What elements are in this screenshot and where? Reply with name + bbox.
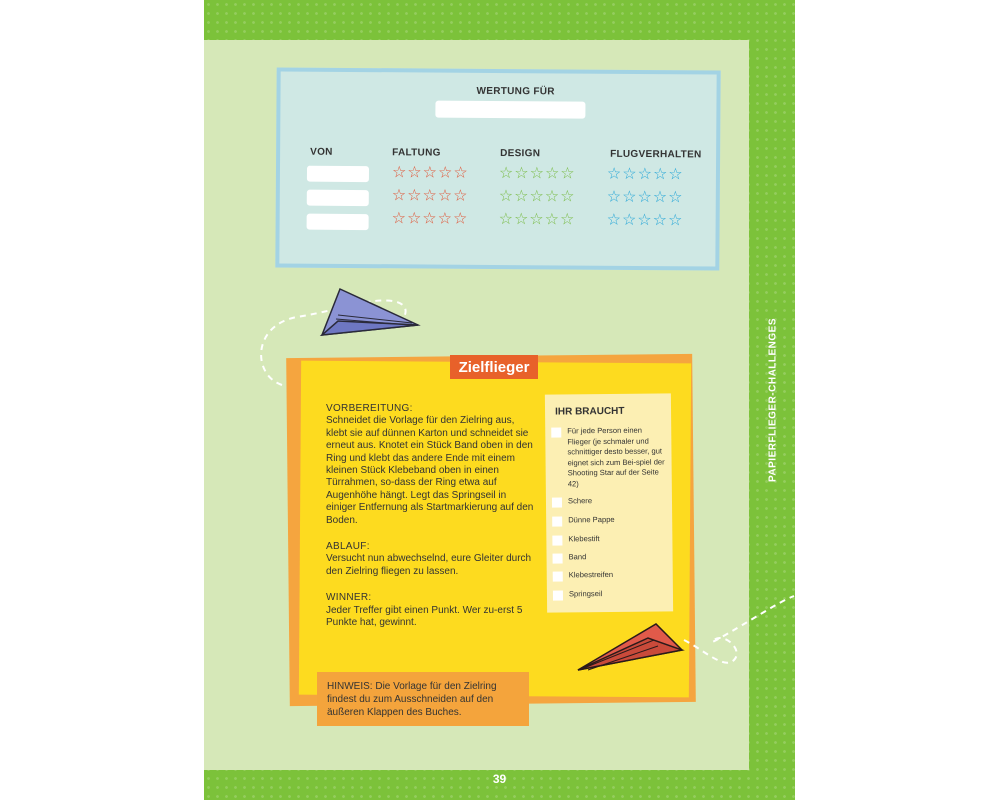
material-label: Klebestreifen: [568, 569, 614, 580]
star-rating-row[interactable]: ☆☆☆☆☆: [498, 188, 576, 206]
column-von: VON: [310, 146, 333, 158]
material-label: Schere: [567, 496, 593, 506]
material-item[interactable]: [552, 514, 668, 526]
instructions: [326, 403, 538, 644]
materials-title: IHR BRAUCHT: [554, 405, 625, 418]
material-label: Klebestift: [568, 534, 600, 544]
star-rating-row[interactable]: ☆☆☆☆☆: [391, 187, 469, 205]
star-rating-row[interactable]: ☆☆☆☆☆: [391, 164, 469, 182]
star-rating-row[interactable]: ☆☆☆☆☆: [391, 210, 469, 228]
rating-card: [275, 67, 720, 270]
checkbox[interactable]: [552, 497, 562, 507]
judge-name-field[interactable]: [307, 166, 369, 182]
star-rating-row[interactable]: ☆☆☆☆☆: [606, 188, 684, 207]
star-rating-row[interactable]: ☆☆☆☆☆: [606, 211, 684, 230]
preparation-text: Schneidet die Vorlage für den Zielring aus, klebt sie auf dünnen Karton und schneidet sie erneut aus. Knotet ein Stück Band oben in den Ring und klebt das andere Ende mit einem kleinen Stück Klebeband oben in einen Türrahmen, so-dass der Ring etwa auf Augenhöhe hängt. Legt das Springseil in einiger Entfernung als Startmarkierung auf den Boden.: [326, 415, 534, 526]
book-page: [204, 0, 795, 800]
material-label: Band: [568, 552, 587, 562]
side-tab: [751, 250, 795, 550]
material-label: Springseil: [568, 589, 603, 599]
star-rating-row[interactable]: ☆☆☆☆☆: [606, 165, 684, 184]
materials-box: [545, 393, 673, 612]
material-label: Dünne Pappe: [568, 514, 615, 525]
procedure-label: ABLAUF:: [326, 541, 370, 553]
judge-name-field[interactable]: [307, 214, 369, 230]
page-number: 39: [492, 772, 507, 786]
winner-text: Jeder Treffer gibt einen Punkt. Wer zu-erst 5 Punkte hat, gewinnt.: [326, 604, 523, 629]
procedure-text: Versucht nun abwechselnd, eure Gleiter durch den Zielring fliegen zu lassen.: [326, 553, 532, 577]
paper-plane-red-icon: [574, 590, 795, 680]
column-design: DESIGN: [500, 148, 541, 160]
hint-text: Die Vorlage für den Zielring findest du zum Ausschneiden auf den äußeren Klappen des Buches.: [327, 681, 497, 718]
checkbox[interactable]: [553, 590, 563, 600]
checkbox[interactable]: [552, 516, 562, 526]
rating-title: WERTUNG FÜR: [476, 85, 555, 98]
material-label: Für jede Person einen Flieger (je schmaler und schnittiger desto besser, gut eignet sich zum Bei-spiel der Shooting Star auf der Seite 42): [567, 425, 665, 488]
rating-for-field[interactable]: [435, 101, 585, 119]
side-tab-label: PAPIERFLIEGER-CHALLENGES: [767, 317, 779, 483]
design-stars[interactable]: [499, 162, 576, 232]
card-title: Zielflieger: [450, 355, 538, 379]
column-flugverhalten: FLUGVERHALTEN: [610, 148, 702, 161]
material-item[interactable]: [552, 533, 668, 545]
star-rating-row[interactable]: ☆☆☆☆☆: [498, 165, 576, 183]
faltung-stars[interactable]: [392, 161, 469, 231]
column-faltung: FALTUNG: [392, 147, 441, 159]
checkbox[interactable]: [552, 535, 562, 545]
checkbox[interactable]: [553, 571, 563, 581]
preparation-label: VORBEREITUNG:: [326, 403, 413, 414]
winner-label: WINNER:: [326, 592, 372, 604]
material-item[interactable]: [553, 569, 669, 581]
flugverhalten-stars[interactable]: [607, 163, 684, 233]
hint-box: [317, 672, 529, 726]
material-item[interactable]: [551, 425, 668, 489]
material-item[interactable]: [552, 495, 668, 507]
star-rating-row[interactable]: ☆☆☆☆☆: [498, 211, 576, 229]
checkbox[interactable]: [553, 553, 563, 563]
judge-name-field[interactable]: [307, 190, 369, 206]
material-item[interactable]: [553, 551, 669, 563]
checkbox[interactable]: [551, 427, 561, 437]
hint-label: HINWEIS:: [327, 681, 373, 692]
